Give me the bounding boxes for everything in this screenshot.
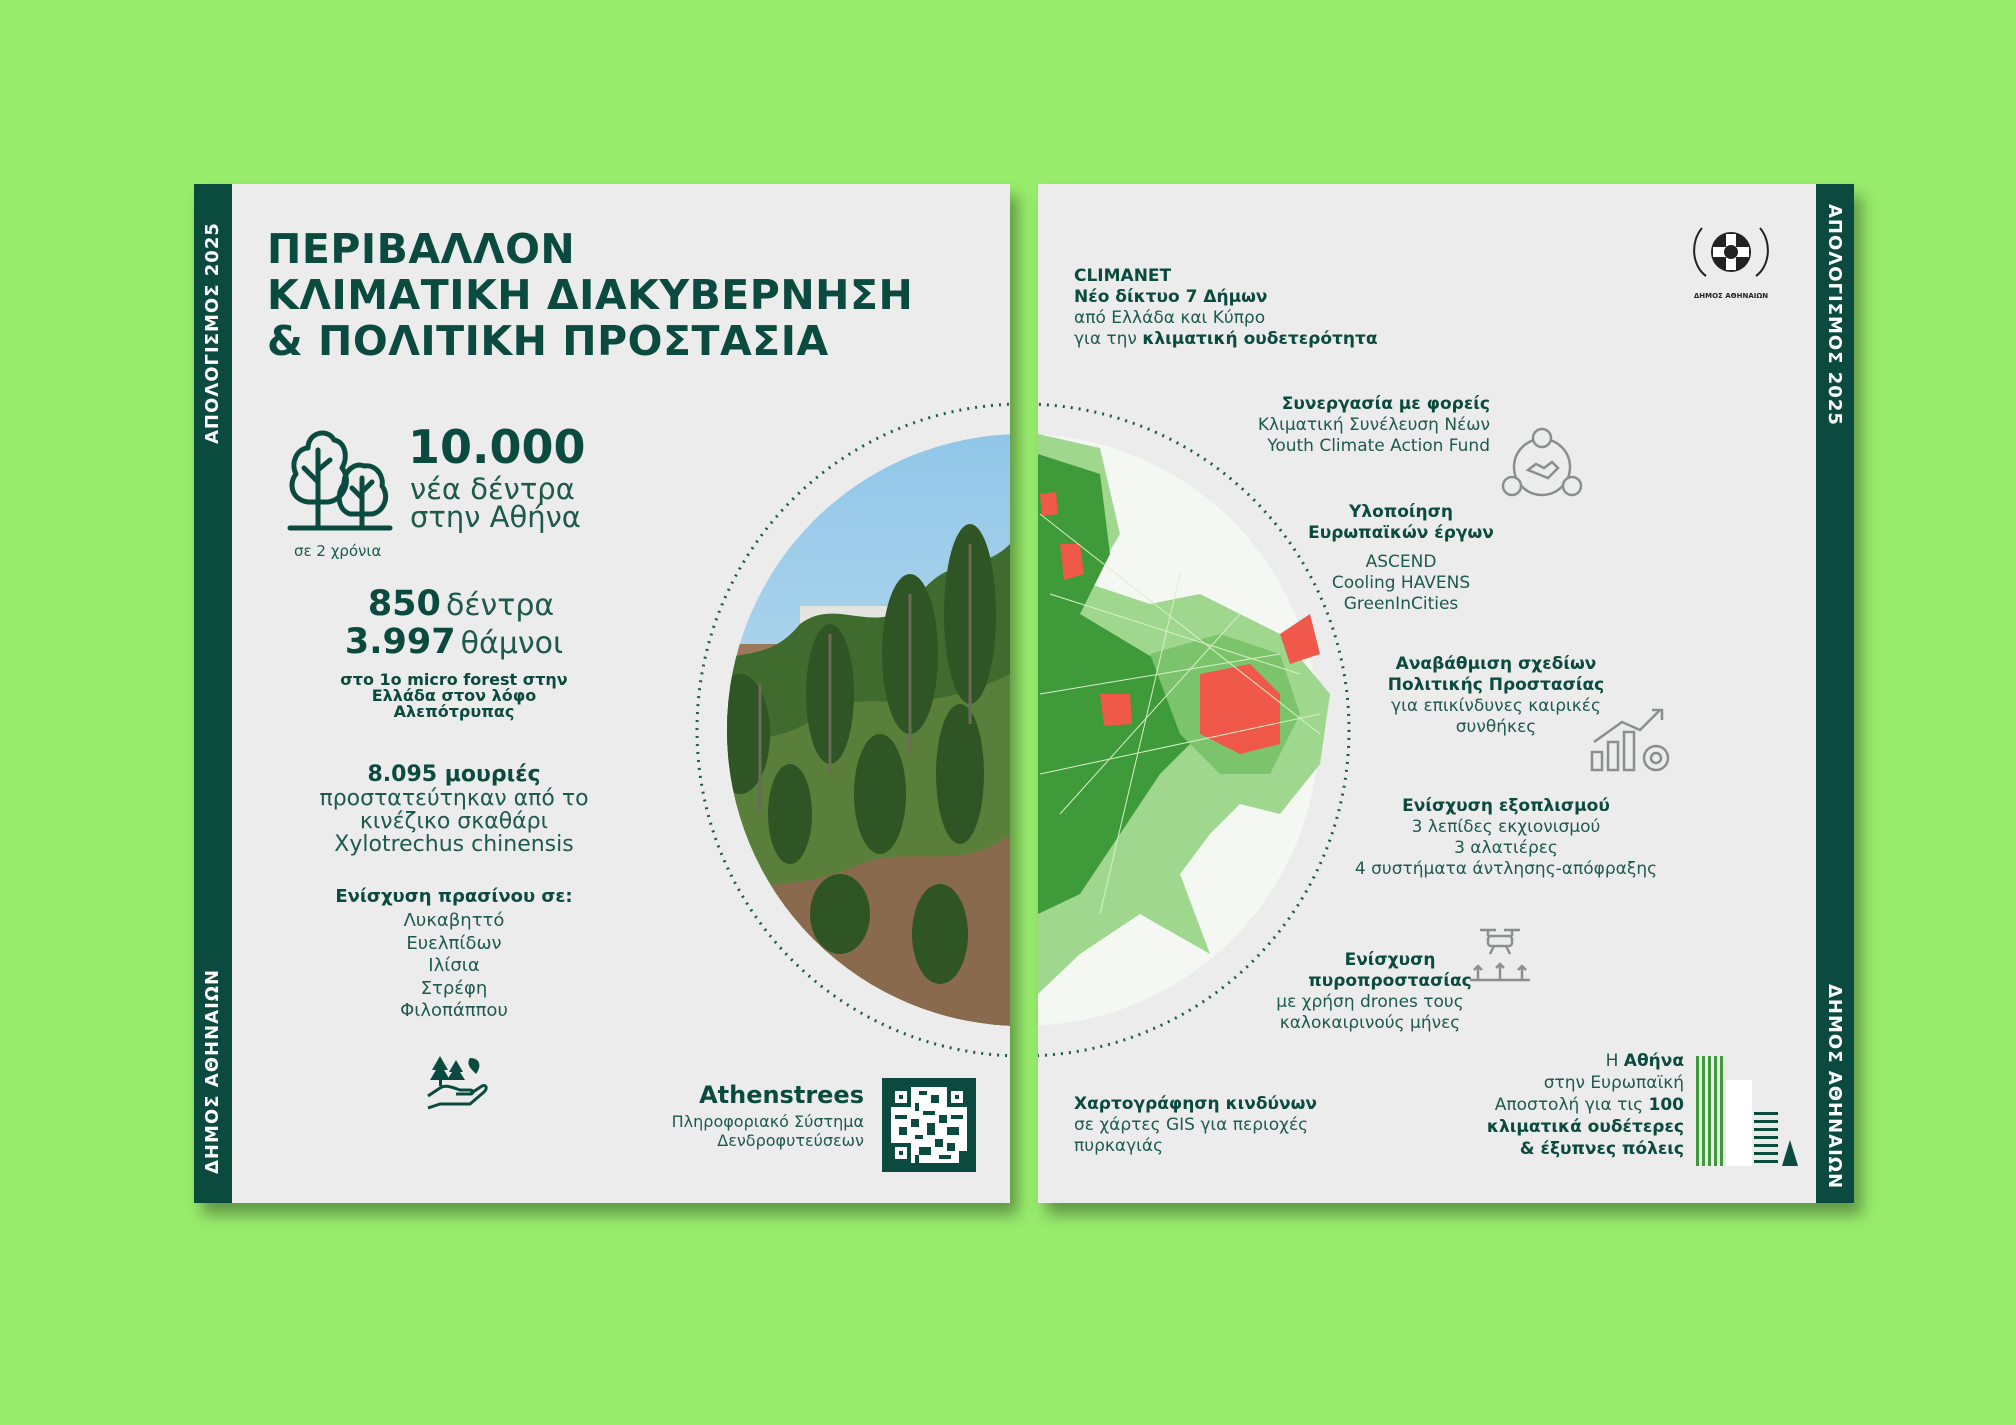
green-place-5: Φιλοπάππου <box>400 1000 508 1021</box>
trees-period: σε 2 χρόνια <box>294 542 382 560</box>
central-circle <box>680 394 1370 1064</box>
climanet-line-3: από Ελλάδα και Κύπρο <box>1074 308 1266 328</box>
left-spine-bottom-label: ΔΗΜΟΣ ΑΘΗΝΑΙΩΝ <box>202 968 223 1174</box>
eu-title-1: Υλοποίηση <box>1349 502 1453 522</box>
mission-line-2: στην Ευρωπαϊκή <box>1543 1073 1684 1093</box>
forest-shrubs-label: θάμνοι <box>460 626 564 661</box>
network-people-icon <box>1500 426 1584 508</box>
mulberry-number: 8.095 μουριές <box>367 762 541 787</box>
climanet-line-2: Νέο δίκτυο 7 Δήμων <box>1074 287 1268 307</box>
mission-line-1: Η Αθήνα <box>1605 1051 1684 1071</box>
equip-line-1: 3 λεπίδες εκχιονισμού <box>1411 817 1601 837</box>
mulberry-line-2: κινέζικο σκαθάρι <box>359 809 549 834</box>
green-place-2: Ευελπίδων <box>406 932 502 954</box>
forest-trees-row <box>194 584 714 624</box>
climanet-title: CLIMANET <box>1074 266 1172 286</box>
hazard-line-1: σε χάρτες GIS για περιοχές <box>1074 1115 1309 1135</box>
drone-icon <box>1464 924 1536 986</box>
hazard-title: Χαρτογράφηση κινδύνων <box>1074 1094 1317 1114</box>
title-line-3: & ΠΟΛΙΤΙΚΗ ΠΡΟΣΤΑΣΙΑ <box>267 317 829 365</box>
trees-icon <box>286 422 394 534</box>
fire-line-2: καλοκαιρινούς μήνες <box>1279 1013 1461 1033</box>
forest-photo <box>680 394 1010 1064</box>
cp-line-2: συνθήκες <box>1455 717 1537 737</box>
equip-block <box>1348 796 1664 880</box>
climanet-block <box>1074 266 1378 350</box>
forest-shrubs-number: 3.997 <box>344 622 456 662</box>
hazard-block <box>1074 1094 1317 1157</box>
green-place-4: Στρέφη <box>420 977 488 999</box>
trees-number: 10.000 <box>408 420 586 474</box>
forest-trees-label: δέντρα <box>445 588 555 623</box>
forest-note-line-2: Ελλάδα στον λόφο <box>371 686 537 705</box>
cp-title-1: Αναβάθμιση σχεδίων <box>1395 654 1597 674</box>
equip-line-2: 3 αλατιέρες <box>1454 838 1558 858</box>
coop-title: Συνεργασία με φορείς <box>1281 394 1490 414</box>
trees-line-1: νέα δέντρα <box>410 472 575 506</box>
right-spine-top-label: ΑΠΟΛΟΓΙΣΜΟΣ 2025 <box>1824 204 1845 426</box>
right-spine-bottom-label: ΔΗΜΟΣ ΑΘΗΝΑΙΩΝ <box>1824 984 1845 1190</box>
cp-line-1: για επικίνδυνες καιρικές <box>1391 696 1601 716</box>
left-spine-top-label: ΑΠΟΛΟΓΙΣΜΟΣ 2025 <box>202 222 223 444</box>
right-spine <box>1816 184 1854 1203</box>
green-place-1: Λυκαβηττό <box>403 910 505 931</box>
mulberry-text <box>194 787 714 856</box>
green-place-3: Ιλίσια <box>428 955 480 976</box>
athenstrees-sub-line-2: Δενδροφυτεύσεων <box>717 1131 864 1150</box>
forest-note-line-3: Αλεπότρυπας <box>393 702 515 721</box>
forest-note <box>194 672 714 720</box>
eu-title-2: Ευρωπαϊκών έργων <box>1308 523 1494 543</box>
green-places-list <box>194 910 714 1023</box>
forest-note-line-1: στο 1ο micro forest στην <box>340 670 568 689</box>
fire-line-1: με χρήση drones τους <box>1276 992 1464 1012</box>
athenstrees-subtitle <box>672 1112 864 1150</box>
eu-project-1: ASCEND <box>1365 552 1437 572</box>
trees-line-2: στην Αθήνα <box>410 500 581 534</box>
city-bars-icon <box>1696 1056 1806 1166</box>
mission-line-5: & έξυπνες πόλεις <box>1519 1139 1684 1159</box>
growth-chart-icon <box>1588 702 1678 776</box>
mission-line-4: κλιματικά ουδέτερες <box>1486 1117 1684 1137</box>
fire-title-2: πυροπροστασίας <box>1308 971 1472 991</box>
climanet-line-4: για την κλιματική ουδετερότητα <box>1074 329 1378 349</box>
page-title <box>267 226 913 364</box>
eu-project-3: GreenInCities <box>1343 594 1459 614</box>
forest-trees-number: 850 <box>367 584 441 624</box>
athenstrees-sub-line-1: Πληροφοριακό Σύστημα <box>671 1112 864 1131</box>
equip-line-3: 4 συστήματα άντλησης-απόφραξης <box>1354 859 1658 879</box>
forest-shrubs-row <box>194 622 714 662</box>
equip-title: Ενίσχυση εξοπλισμού <box>1402 796 1610 816</box>
coop-line-1: Κλιματική Συνέλευση Νέων <box>1257 415 1490 435</box>
mulberry-line-1: προστατεύτηκαν από το <box>319 786 589 811</box>
fire-title-1: Ενίσχυση <box>1344 950 1436 970</box>
mission-block <box>1487 1050 1684 1160</box>
coop-line-2: Youth Climate Action Fund <box>1267 436 1490 456</box>
eu-project-2: Cooling HAVENS <box>1331 573 1471 593</box>
hand-plant-icon <box>426 1052 488 1110</box>
hazard-line-2: πυρκαγιάς <box>1074 1136 1164 1156</box>
emblem-label: ΔΗΜΟΣ ΑΘΗΝΑΙΩΝ <box>1693 292 1769 300</box>
green-heading: Ενίσχυση πρασίνου σε: <box>335 886 573 907</box>
emblem-icon <box>1686 216 1776 288</box>
mulberry-line-3: Xylotrechus chinensis <box>334 832 574 857</box>
qr-code[interactable] <box>882 1078 976 1172</box>
title-line-2: ΚΛΙΜΑΤΙΚΗ ΔΙΑΚΥΒΕΡΝΗΣΗ <box>267 271 914 319</box>
mission-line-3: Αποστολή για τις 100 <box>1494 1095 1684 1115</box>
title-line-1: ΠΕΡΙΒΑΛΛΟΝ <box>267 225 576 273</box>
athenstrees-title: Athenstrees <box>699 1081 864 1109</box>
cp-title-2: Πολιτικής Προστασίας <box>1387 675 1605 695</box>
qr-pattern <box>891 1087 967 1163</box>
